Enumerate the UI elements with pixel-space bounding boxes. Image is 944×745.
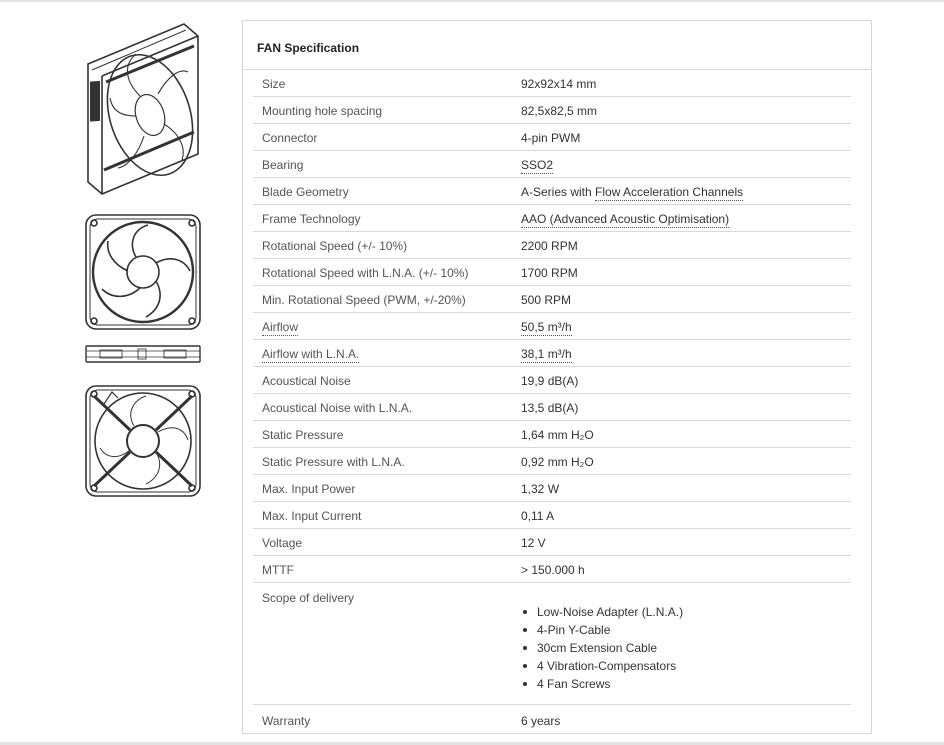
spec-label: Connector — [262, 131, 318, 145]
spec-label: Rotational Speed (+/- 10%) — [262, 239, 408, 253]
spec-value: 1,32 W — [521, 482, 560, 496]
spec-row-mttf — [253, 556, 851, 583]
airflow-link[interactable]: Airflow — [262, 320, 299, 334]
spec-row-max-input-power — [253, 475, 851, 502]
spec-value: 1,64 mm H₂O — [521, 428, 594, 442]
spec-value: 19,9 dB(A) — [521, 374, 579, 388]
spec-value: 12 V — [521, 536, 546, 550]
spec-value: > 150.000 h — [521, 563, 585, 577]
spec-label: Voltage — [262, 536, 303, 550]
spec-label: Static Pressure with L.N.A. — [262, 455, 405, 469]
spec-value: 82,5x82,5 mm — [521, 104, 598, 118]
spec-row-connector — [253, 124, 851, 151]
spec-value: 92x92x14 mm — [521, 77, 597, 91]
spec-row-warranty — [253, 705, 851, 733]
spec-label: Size — [262, 77, 286, 91]
spec-value: 13,5 dB(A) — [521, 401, 579, 415]
fan-side-view-drawing[interactable] — [84, 343, 202, 365]
airflow-lna-link[interactable]: Airflow with L.N.A. — [262, 347, 360, 361]
spec-row-frame-technology — [253, 205, 851, 232]
bearing-link[interactable]: SSO2 — [521, 158, 554, 172]
delivery-list — [521, 603, 683, 693]
spec-row-airflow-lna — [253, 340, 851, 367]
spec-label: Min. Rotational Speed (PWM, +/-20%) — [262, 293, 466, 307]
spec-label: Max. Input Current — [262, 509, 362, 523]
flow-acceleration-channels-link[interactable]: Flow Acceleration Channels — [595, 185, 744, 199]
spec-label: Warranty — [262, 714, 311, 728]
spec-row-static-pressure-lna — [253, 448, 851, 475]
list-item: 30cm Extension Cable — [521, 639, 683, 657]
spec-row-acoustical-noise — [253, 367, 851, 394]
spec-label: Rotational Speed with L.N.A. (+/- 10%) — [262, 266, 469, 280]
page-top-border — [0, 0, 944, 2]
aao-link[interactable]: AAO (Advanced Acoustic Optimisation) — [521, 212, 730, 226]
list-item: 4 Fan Screws — [521, 675, 683, 693]
spec-row-scope-of-delivery — [253, 583, 851, 705]
spec-row-mounting-hole-spacing — [253, 97, 851, 124]
blade-geometry-prefix: A-Series with — [521, 185, 596, 199]
airflow-value-link[interactable]: 50,5 m³/h — [521, 320, 572, 334]
spec-row-rotational-speed — [253, 232, 851, 259]
fan-front-view-drawing[interactable] — [84, 213, 202, 331]
fan-back-view-drawing[interactable] — [84, 384, 202, 498]
spec-row-rotational-speed-lna — [253, 259, 851, 286]
spec-value: 2200 RPM — [521, 239, 578, 253]
spec-value: 4-pin PWM — [521, 131, 581, 145]
spec-label: Acoustical Noise — [262, 374, 351, 388]
spec-label: Mounting hole spacing — [262, 104, 383, 118]
spec-label: MTTF — [262, 563, 294, 577]
spec-row-voltage — [253, 529, 851, 556]
spec-row-acoustical-noise-lna — [253, 394, 851, 421]
spec-row-max-input-current — [253, 502, 851, 529]
spec-row-size — [253, 70, 851, 97]
list-item: 4-Pin Y-Cable — [521, 621, 683, 639]
fan-isometric-drawing[interactable] — [84, 20, 202, 198]
panel-title: FAN Specification — [257, 41, 360, 55]
spec-table — [253, 70, 851, 733]
spec-row-static-pressure — [253, 421, 851, 448]
spec-row-min-rotational-speed — [253, 286, 851, 313]
spec-label: Max. Input Power — [262, 482, 356, 496]
spec-label: Scope of delivery — [262, 591, 355, 605]
spec-value: 500 RPM — [521, 293, 572, 307]
spec-label: Frame Technology — [262, 212, 361, 226]
airflow-lna-value-link[interactable]: 38,1 m³/h — [521, 347, 572, 361]
spec-label: Blade Geometry — [262, 185, 349, 199]
spec-value: 1700 RPM — [521, 266, 578, 280]
list-item: 4 Vibration-Compensators — [521, 657, 683, 675]
spec-value: 0,92 mm H₂O — [521, 455, 594, 469]
spec-row-airflow — [253, 313, 851, 340]
spec-value: 6 years — [521, 714, 561, 728]
panel-header — [243, 21, 871, 70]
spec-value: 0,11 A — [521, 509, 555, 523]
spec-label: Static Pressure — [262, 428, 344, 442]
spec-value — [521, 185, 743, 199]
spec-label: Acoustical Noise with L.N.A. — [262, 401, 413, 415]
spec-row-blade-geometry — [253, 178, 851, 205]
fan-specification-panel — [242, 20, 872, 734]
spec-row-bearing — [253, 151, 851, 178]
spec-label: Bearing — [262, 158, 304, 172]
list-item: Low-Noise Adapter (L.N.A.) — [521, 603, 683, 621]
